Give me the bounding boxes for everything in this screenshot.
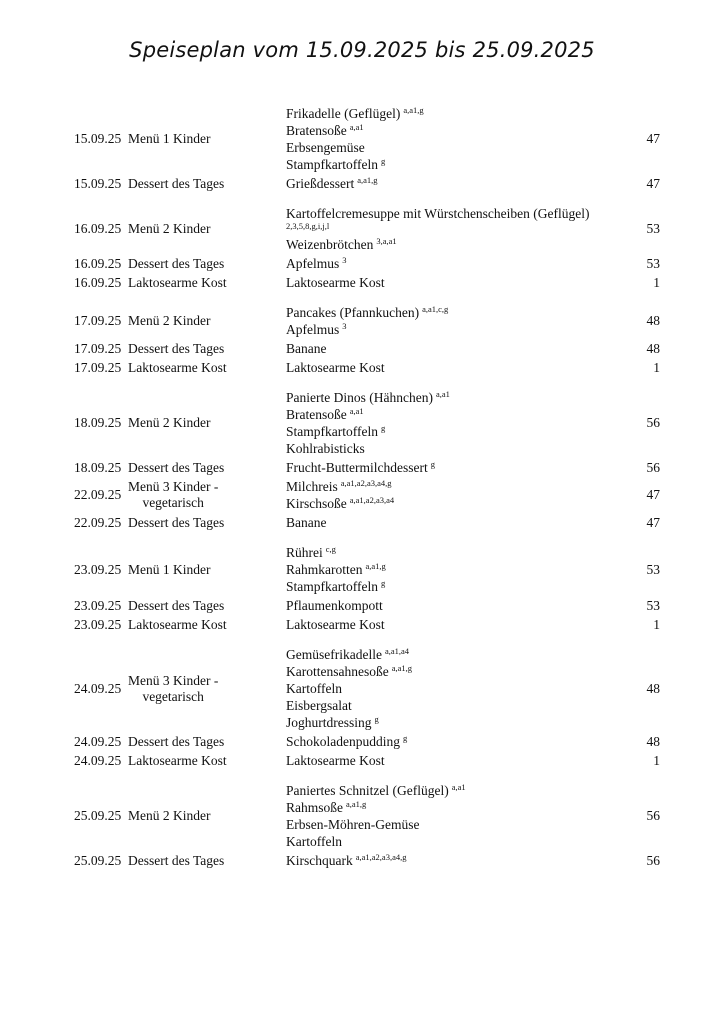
menu-type-line: Dessert des Tages [128,340,225,356]
dish-item [286,459,638,476]
dishes-cell [286,254,638,273]
portion-count: 1 [653,274,660,290]
dish-item [286,175,638,192]
dish-item [286,514,638,531]
menu-type-cell [128,851,286,870]
menu-type-line: Menü 3 Kinder - [128,672,219,688]
date-cell: 22.09.25 [74,514,122,530]
dish-name: Pflaumenkompott [286,598,383,613]
dish-name: Schokoladenpudding [286,734,400,749]
portion-count: 47 [646,175,660,191]
menu-type-cell [128,732,286,751]
portion-count: 53 [646,255,660,271]
portion-count: 48 [646,340,660,356]
dish-item [286,697,638,714]
portion-count: 56 [646,459,660,475]
allergen-codes: a,a1,g [357,175,378,185]
dish-name: Rührei [286,545,323,560]
dish-item [286,105,638,122]
allergen-codes: a,a1 [451,782,466,792]
menu-type-cell [128,596,286,615]
portion-count: 56 [646,415,660,430]
portion-count: 53 [646,561,660,577]
menu-type-line: Dessert des Tages [128,175,225,191]
date-cell: 23.09.25 [74,616,122,632]
menu-row [74,851,660,870]
menu-row [74,532,660,596]
allergen-codes: a,a1,a2,a3,a4,g [340,478,392,488]
dishes-cell [286,851,638,870]
dishes-cell [286,458,638,477]
menu-type-line: Menü 1 Kinder [128,561,211,577]
menu-row [74,615,660,634]
portion-count: 1 [653,359,660,375]
menu-type-cell [128,513,286,532]
menu-type-label [128,415,210,431]
menu-type-label [128,479,218,511]
menu-table-body [74,104,660,870]
dishes-cell [286,339,638,358]
dish-item [286,495,638,512]
dish-name: Pancakes (Pfannkuchen) [286,305,420,320]
date-cell: 24.09.25 [74,752,122,768]
dish-item [286,255,638,272]
menu-type-cell [128,532,286,596]
dish-item [286,423,638,440]
dish-item [286,578,638,595]
dish-name: Joghurtdressing [286,715,372,730]
allergen-codes: g [403,733,408,743]
menu-type-line: Menü 2 Kinder [128,221,211,236]
menu-table [74,104,660,870]
menu-row [74,339,660,358]
date-cell: 24.09.25 [74,680,122,696]
dish-item [286,733,638,750]
dishes-cell [286,477,638,513]
menu-row [74,292,660,339]
allergen-codes: 3,a,a1 [376,236,397,246]
dishes-cell [286,732,638,751]
dishes-cell [286,532,638,596]
menu-type-label [128,176,224,192]
menu-row [74,477,660,513]
menu-type-label [128,673,218,705]
menu-row [74,104,660,174]
menu-type-label [128,808,210,824]
dish-name: Kartoffeln [286,834,342,849]
menu-type-cell [128,104,286,174]
menu-type-line: Menü 2 Kinder [128,808,211,823]
menu-type-cell [128,292,286,339]
menu-row [74,732,660,751]
menu-type-line: vegetarisch [142,495,204,510]
menu-type-line: Dessert des Tages [128,459,225,475]
date-cell: 23.09.25 [74,561,122,577]
menu-type-label [128,734,224,750]
allergen-codes: g [380,578,386,588]
menu-type-label [128,131,210,147]
dish-name: Laktosearme Kost [286,617,385,632]
menu-type-line: Menü 3 Kinder - [128,479,219,494]
menu-type-cell [128,339,286,358]
menu-type-label [128,256,224,272]
allergen-codes: a,a1,a2,a3,a4 [349,495,395,505]
date-cell: 17.09.25 [74,313,122,328]
dish-name: Banane [286,341,327,356]
menu-type-cell [128,174,286,193]
date-cell: 24.09.25 [74,733,122,749]
menu-type-label [128,221,210,237]
menu-type-cell [128,751,286,770]
portion-count: 1 [653,616,660,632]
dishes-cell [286,751,638,770]
portion-count: 53 [646,597,660,613]
dish-item [286,616,638,633]
dish-item [286,646,638,663]
dishes-cell [286,596,638,615]
dish-name: Kohlrabisticks [286,441,365,456]
dish-item [286,782,638,799]
date-cell: 22.09.25 [74,487,122,502]
dish-name: Apfelmus [286,322,340,337]
portion-count: 48 [646,733,660,749]
dishes-cell [286,513,638,532]
allergen-codes: a,a1,g [391,663,413,673]
allergen-codes: a,a1,g [403,105,424,115]
dish-item [286,816,638,833]
allergen-codes: a,a1,c,g [422,304,449,314]
date-cell: 25.09.25 [74,808,122,823]
date-cell: 16.09.25 [74,274,122,290]
menu-type-line: Menü 2 Kinder [128,313,211,328]
menu-type-cell [128,770,286,851]
dish-item [286,139,638,156]
dish-name: Kirschquark [286,853,353,868]
dish-name: Grießdessert [286,176,355,191]
menu-type-line: Laktosearme Kost [128,359,227,375]
menu-type-line: Dessert des Tages [128,514,225,530]
menu-type-label [128,360,227,376]
page-title: Speiseplan vom 15.09.2025 bis 25.09.2025 [129,38,595,62]
allergen-codes: g [380,423,386,433]
dish-name: Bratensoße [286,123,347,138]
dishes-cell [286,634,638,732]
portion-count: 56 [646,808,660,823]
date-cell: 18.09.25 [74,459,122,475]
portion-count: 47 [646,514,660,530]
allergen-codes: a,a1,g [346,799,367,809]
menu-type-line: Menü 2 Kinder [128,415,211,430]
menu-row [74,254,660,273]
menu-row [74,751,660,770]
menu-type-cell [128,477,286,513]
allergen-codes: c,g [325,544,336,554]
dish-item [286,440,638,457]
menu-type-line: Dessert des Tages [128,852,225,868]
dish-item [286,597,638,614]
dish-name: Paniertes Schnitzel (Geflügel) [286,783,449,798]
menu-type-label [128,460,224,476]
dish-name: Kartoffeln [286,681,342,696]
date-cell: 15.09.25 [74,175,122,191]
menu-type-label [128,853,224,869]
dish-item [286,561,638,578]
menu-row [74,174,660,193]
dish-name: Apfelmus [286,256,340,271]
date-cell: 15.09.25 [74,131,122,146]
menu-type-cell [128,358,286,377]
menu-type-label [128,275,227,291]
dish-item [286,304,638,321]
menu-type-cell [128,193,286,254]
dishes-cell [286,273,638,292]
portion-count: 47 [646,487,660,502]
menu-type-label [128,341,224,357]
dishes-cell [286,358,638,377]
dish-item [286,478,638,495]
dish-item [286,799,638,816]
dish-name: Rahmsoße [286,800,343,815]
portion-count: 48 [646,680,660,696]
menu-type-line: Dessert des Tages [128,733,225,749]
dishes-cell [286,292,638,339]
dish-item [286,122,638,139]
allergen-codes: a,a1 [349,406,364,416]
dish-item [286,544,638,561]
dish-item [286,359,638,376]
dish-item [286,236,638,253]
allergen-codes: a,a1 [349,122,364,132]
dish-item [286,714,638,731]
date-cell: 18.09.25 [74,415,122,430]
dish-item [286,156,638,173]
menu-type-label [128,515,224,531]
allergen-codes: 3 [342,321,347,331]
menu-type-label [128,753,227,769]
dish-item [286,274,638,291]
menu-type-line: Laktosearme Kost [128,274,227,290]
dish-name: Kartoffelcremesuppe mit Würstchenscheiben (Geflügel) [286,206,590,221]
dish-name: Laktosearme Kost [286,753,385,768]
menu-row [74,377,660,458]
portion-count: 53 [646,221,660,236]
portion-count: 47 [646,131,660,146]
dish-name: Banane [286,515,327,530]
dish-name: Stampfkartoffeln [286,424,378,439]
menu-row [74,458,660,477]
dish-name: Frucht-Buttermilchdessert [286,460,428,475]
dishes-cell [286,770,638,851]
menu-type-label [128,562,210,578]
date-cell: 16.09.25 [74,221,122,236]
date-cell: 23.09.25 [74,597,122,613]
allergen-codes: 2,3,5,8,g,i,j,l [286,221,330,231]
dish-name: Panierte Dinos (Hähnchen) [286,390,433,405]
dishes-cell [286,377,638,458]
menu-type-label [128,598,224,614]
dish-item [286,340,638,357]
dishes-cell [286,174,638,193]
dish-item [286,680,638,697]
dish-name: Gemüsefrikadelle [286,647,382,662]
menu-type-label [128,313,210,329]
menu-row [74,358,660,377]
menu-type-line: Menü 1 Kinder [128,131,211,146]
dish-name: Stampfkartoffeln [286,157,378,172]
date-cell: 17.09.25 [74,359,122,375]
menu-type-line: Dessert des Tages [128,597,225,613]
allergen-codes: a,a1,a4 [384,646,410,656]
dish-name: Stampfkartoffeln [286,579,378,594]
allergen-codes: g [374,714,379,724]
dish-name: Kirschsoße [286,496,347,511]
menu-type-cell [128,634,286,732]
menu-row [74,273,660,292]
dish-name: Bratensoße [286,407,347,422]
allergen-codes: g [380,156,386,166]
allergen-codes: 3 [342,255,347,265]
date-cell: 16.09.25 [74,255,122,271]
menu-row [74,513,660,532]
menu-type-cell [128,615,286,634]
dish-item [286,205,638,222]
portion-count: 56 [646,852,660,868]
dish-item [286,833,638,850]
dish-item [286,752,638,769]
dish-item [286,389,638,406]
dish-item [286,321,638,338]
dish-name: Rahmkarotten [286,562,363,577]
menu-type-line: Laktosearme Kost [128,752,227,768]
menu-type-label [128,617,227,633]
menu-type-line: Laktosearme Kost [128,616,227,632]
date-cell: 25.09.25 [74,852,122,868]
menu-row [74,634,660,732]
dish-item [286,406,638,423]
dish-name: Eisbergsalat [286,698,352,713]
menu-type-cell [128,377,286,458]
dish-name: Erbsengemüse [286,140,365,155]
menu-type-cell [128,273,286,292]
dish-item [286,852,638,869]
dish-name: Milchreis [286,479,338,494]
dishes-cell [286,193,638,254]
dish-name: Karottensahnesoße [286,664,389,679]
menu-row [74,596,660,615]
dish-name: Laktosearme Kost [286,275,385,290]
dishes-cell [286,615,638,634]
menu-type-cell [128,254,286,273]
allergen-codes: a,a1,g [365,561,386,571]
dish-name: Weizenbrötchen [286,237,374,252]
dish-name: Laktosearme Kost [286,360,385,375]
menu-row [74,770,660,851]
allergen-codes: a,a1 [435,389,450,399]
dish-item [286,663,638,680]
menu-type-line: vegetarisch [142,688,204,704]
date-cell: 17.09.25 [74,340,122,356]
dish-name: Erbsen-Möhren-Gemüse [286,817,420,832]
portion-count: 48 [646,313,660,328]
menu-type-cell [128,458,286,477]
allergen-codes: g [430,459,435,469]
dish-name: Frikadelle (Geflügel) [286,106,401,121]
dishes-cell [286,104,638,174]
menu-type-line: Dessert des Tages [128,255,225,271]
allergen-codes: a,a1,a2,a3,a4,g [355,852,407,862]
menu-row [74,193,660,254]
portion-count: 1 [653,752,660,768]
